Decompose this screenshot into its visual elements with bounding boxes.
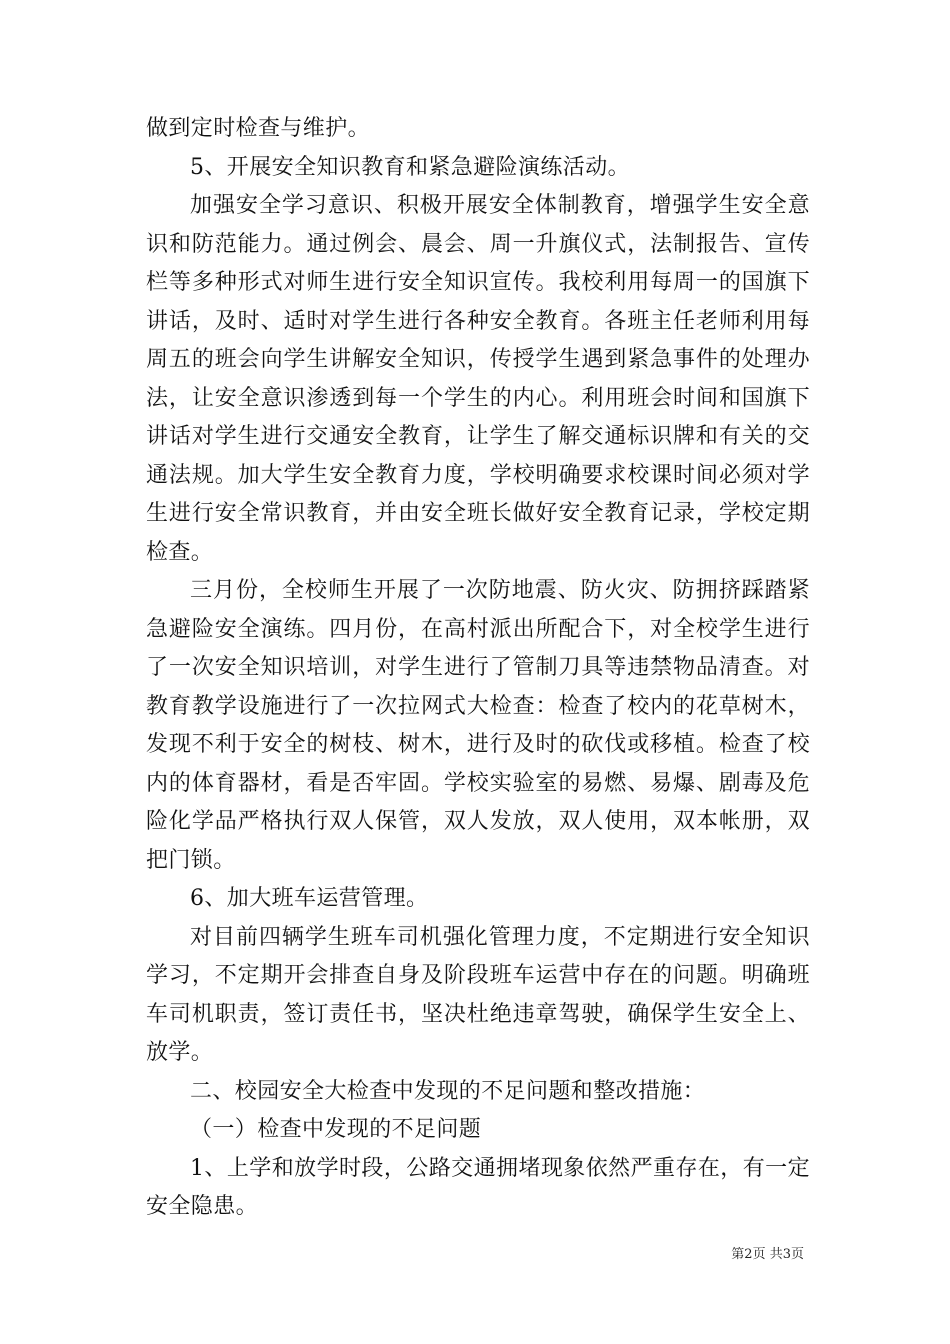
paragraph: 1、上学和放学时段，公路交通拥堵现象依然严重存在，有一定安全隐患。	[146, 1155, 810, 1219]
section-heading: 二、校园安全大检查中发现的不足问题和整改措施：	[190, 1078, 706, 1104]
section-heading: 5、开展安全知识教育和紧急避险演练活动。	[190, 154, 630, 180]
footer-suffix: 页	[790, 1247, 804, 1262]
paragraph: 三月份，全校师生开展了一次防地震、防火灾、防拥挤踩踏紧急避险安全演练。四月份，在高村派出所配合下，对全校学生进行了一次安全知识培训，对学生进行了管制刀具等违禁物品清查。对教育教学设施进行了一次拉网式大检查：检查了校内的花草树木，发现不利于安全的树枝、树木，进行及时的砍伐或移植。检查了校内的体育器材，看是否牢固。学校实验室的易燃、易爆、剧毒及危险化学品严格执行双人保管，双人发放，双人使用，双本帐册，双把门锁。	[146, 578, 810, 873]
paragraph: 对目前四辆学生班车司机强化管理力度，不定期进行安全知识学习，不定期开会排查自身及阶段班车运营中存在的问题。明确班车司机职责，签订责任书，坚决杜绝违章驾驶，确保学生安全上、放学。	[146, 924, 810, 1065]
paragraph: 加强安全学习意识、积极开展安全体制教育，增强学生安全意识和防范能力。通过例会、晨会、周一升旗仪式，法制报告、宣传栏等多种形式对师生进行安全知识宣传。我校利用每周一的国旗下讲话，及时、适时对学生进行各种安全教育。各班主任老师利用每周五的班会向学生讲解安全知识，传授学生遇到紧急事件的处理办法，让安全意识渗透到每一个学生的内心。利用班会时间和国旗下讲话对学生进行交通安全教育，让学生了解交通标识牌和有关的交通法规。加大学生安全教育力度，学校明确要求校课时间必须对学生进行安全常识教育，并由安全班长做好安全教育记录，学校定期检查。	[146, 193, 810, 565]
page-body	[146, 110, 810, 1227]
total-page-number: 3	[782, 1247, 791, 1262]
footer-prefix: 第	[731, 1247, 745, 1262]
footer-middle: 页 共	[752, 1247, 783, 1262]
paragraph: 做到定时检查与维护。	[146, 116, 371, 141]
page-number-footer	[731, 1246, 804, 1264]
section-heading: 6、加大班车运营管理。	[190, 886, 429, 911]
current-page-number: 2	[744, 1247, 753, 1262]
subsection-heading: （一）检查中发现的不足问题	[190, 1117, 482, 1142]
